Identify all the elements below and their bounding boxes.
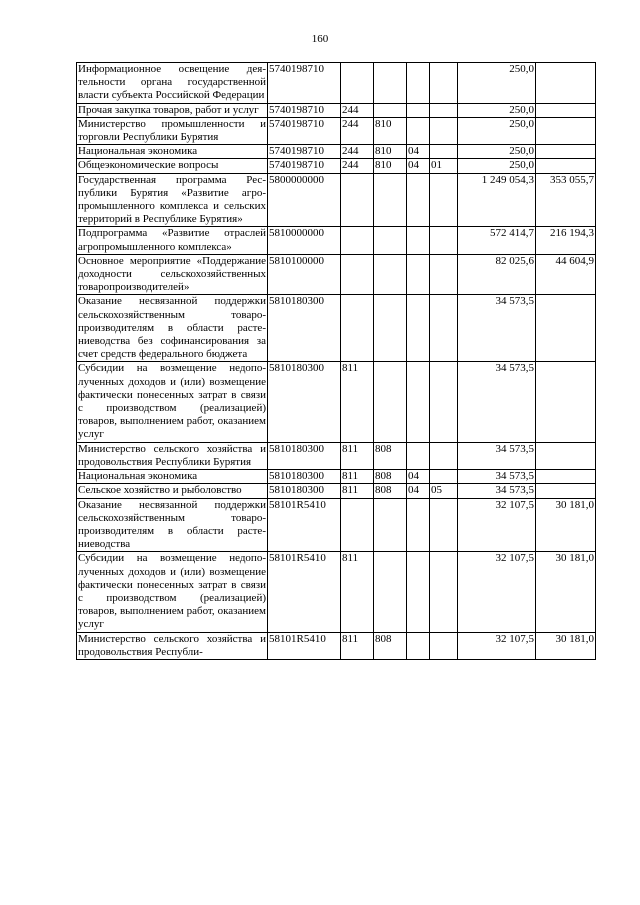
expense-type-cell: 811 xyxy=(341,632,374,659)
federal-amount-cell xyxy=(536,103,596,117)
section-cell xyxy=(407,632,430,659)
expense-type-cell xyxy=(341,227,374,254)
row-name-cell: Оказание несвязанной поддержки сельскохозяйственным товаропроизводителям в области растениеводства без софинансирования за счет средств федерального бюджета xyxy=(78,295,266,361)
federal-amount-cell xyxy=(536,295,596,362)
federal-amount-cell: 30 181,0 xyxy=(536,552,596,632)
target-code-cell: 5740198710 xyxy=(268,63,341,104)
ministry-code-cell xyxy=(374,63,407,104)
federal-amount-cell xyxy=(536,159,596,173)
subsection-cell xyxy=(430,632,458,659)
section-cell: 04 xyxy=(407,484,430,498)
amount-cell: 250,0 xyxy=(458,159,536,173)
expense-type-cell: 811 xyxy=(341,362,374,442)
row-name-cell: Оказание несвязанной поддержки сельскохозяйственным товаропроизводителям в области растениеводства xyxy=(78,498,266,551)
ministry-code-cell: 810 xyxy=(374,159,407,173)
table-row xyxy=(77,362,596,442)
target-code-cell: 5810180300 xyxy=(268,362,341,442)
federal-amount-cell xyxy=(536,117,596,144)
table-row xyxy=(77,484,596,498)
subsection-cell xyxy=(430,227,458,254)
amount-cell: 34 573,5 xyxy=(458,295,536,362)
row-name-cell: Субсидии на возмещение недополученных доходов и (или) возмещение фактически понесенных затрат в связи с производством (реализацией) товаров, выполнением работ, оказанием услуг xyxy=(78,362,266,441)
subsection-cell xyxy=(430,498,458,552)
ministry-code-cell: 810 xyxy=(374,117,407,144)
budget-table-body xyxy=(77,63,596,660)
subsection-cell xyxy=(430,117,458,144)
subsection-cell xyxy=(430,254,458,295)
table-row xyxy=(77,552,596,632)
amount-cell: 34 573,5 xyxy=(458,442,536,469)
target-code-cell: 5810180300 xyxy=(268,470,341,484)
section-cell xyxy=(407,552,430,632)
amount-cell: 82 025,6 xyxy=(458,254,536,295)
ministry-code-cell xyxy=(374,552,407,632)
ministry-code-cell xyxy=(374,362,407,442)
table-row xyxy=(77,295,596,362)
row-name-cell: Национальная экономика xyxy=(77,145,268,159)
row-name-cell: Сельское хозяйство и рыболовство xyxy=(77,484,268,498)
ministry-code-cell: 810 xyxy=(374,145,407,159)
section-cell xyxy=(407,103,430,117)
row-name-cell: Министерство сельского хозяйства и продовольствия Республики Бурятия xyxy=(78,442,266,468)
expense-type-cell: 244 xyxy=(341,159,374,173)
amount-cell: 32 107,5 xyxy=(458,552,536,632)
row-name-cell: Субсидии на возмещение недополученных доходов и (или) возмещение фактически понесенных затрат в связи с производством (реализацией) товаров, выполнением работ, оказанием услуг xyxy=(78,552,266,631)
row-name-cell: Подпрограмма «Развитие отраслей агропромышленного комплекса» xyxy=(78,227,266,253)
section-cell xyxy=(407,295,430,362)
target-code-cell: 58101R5410 xyxy=(268,632,341,659)
section-cell xyxy=(407,498,430,552)
ministry-code-cell: 808 xyxy=(374,470,407,484)
federal-amount-cell: 44 604,9 xyxy=(536,254,596,295)
subsection-cell: 05 xyxy=(430,484,458,498)
expense-type-cell: 244 xyxy=(341,117,374,144)
target-code-cell: 5810180300 xyxy=(268,295,341,362)
row-name-cell: Основное мероприятие «Поддержание доходности сельскохозяйственных товаропроизводителей» xyxy=(78,254,266,294)
row-name-cell: Министерство сельского хозяйства и продовольствия Республи- xyxy=(78,632,266,658)
amount-cell: 250,0 xyxy=(458,103,536,117)
target-code-cell: 58101R5410 xyxy=(268,552,341,632)
table-row xyxy=(77,103,596,117)
target-code-cell: 5810180300 xyxy=(268,442,341,469)
table-row xyxy=(77,254,596,295)
table-row xyxy=(77,145,596,159)
section-cell xyxy=(407,63,430,104)
section-cell: 04 xyxy=(407,470,430,484)
table-row xyxy=(77,442,596,469)
ministry-code-cell xyxy=(374,227,407,254)
federal-amount-cell xyxy=(536,145,596,159)
amount-cell: 32 107,5 xyxy=(458,498,536,552)
table-row xyxy=(77,63,596,104)
ministry-code-cell: 808 xyxy=(374,632,407,659)
expense-type-cell: 811 xyxy=(341,442,374,469)
subsection-cell xyxy=(430,63,458,104)
table-row xyxy=(77,117,596,144)
subsection-cell xyxy=(430,103,458,117)
subsection-cell xyxy=(430,552,458,632)
row-name-cell: Министерство промышленности и торговли Республики Бурятия xyxy=(78,117,266,144)
amount-cell: 250,0 xyxy=(458,145,536,159)
expense-type-cell: 244 xyxy=(341,103,374,117)
federal-amount-cell xyxy=(536,362,596,442)
table-row xyxy=(77,632,596,659)
federal-amount-cell: 30 181,0 xyxy=(536,632,596,659)
ministry-code-cell xyxy=(374,173,407,227)
table-row xyxy=(77,498,596,552)
subsection-cell xyxy=(430,362,458,442)
section-cell xyxy=(407,173,430,227)
ministry-code-cell xyxy=(374,254,407,295)
subsection-cell xyxy=(430,470,458,484)
target-code-cell: 5810000000 xyxy=(268,227,341,254)
amount-cell: 250,0 xyxy=(458,117,536,144)
section-cell xyxy=(407,254,430,295)
subsection-cell xyxy=(430,173,458,227)
amount-cell: 250,0 xyxy=(458,63,536,104)
table-row xyxy=(77,159,596,173)
subsection-cell xyxy=(430,145,458,159)
amount-cell: 32 107,5 xyxy=(458,632,536,659)
section-cell: 04 xyxy=(407,145,430,159)
amount-cell: 1 249 054,3 xyxy=(458,173,536,227)
amount-cell: 34 573,5 xyxy=(458,470,536,484)
subsection-cell: 01 xyxy=(430,159,458,173)
section-cell xyxy=(407,362,430,442)
table-row xyxy=(77,173,596,227)
federal-amount-cell xyxy=(536,442,596,469)
row-name-cell: Государственная программа Республики Бурятия «Развитие агропромышленного комплекса и сельских территорий в Республике Бурятия» xyxy=(78,173,266,226)
amount-cell: 34 573,5 xyxy=(458,362,536,442)
ministry-code-cell xyxy=(374,498,407,552)
row-name-cell: Прочая закупка товаров, работ и услуг xyxy=(77,103,268,117)
target-code-cell: 5740198710 xyxy=(268,159,341,173)
expense-type-cell xyxy=(341,63,374,104)
target-code-cell: 5740198710 xyxy=(268,103,341,117)
table-row xyxy=(77,227,596,254)
subsection-cell xyxy=(430,295,458,362)
expense-type-cell: 811 xyxy=(341,552,374,632)
expense-type-cell: 244 xyxy=(341,145,374,159)
row-name-cell: Информационное освещение деятельности органа государственной власти субъекта Российской Федерации xyxy=(78,63,266,102)
section-cell xyxy=(407,442,430,469)
federal-amount-cell: 353 055,7 xyxy=(536,173,596,227)
ministry-code-cell: 808 xyxy=(374,484,407,498)
ministry-code-cell: 808 xyxy=(374,442,407,469)
federal-amount-cell xyxy=(536,63,596,104)
target-code-cell: 5740198710 xyxy=(268,117,341,144)
expense-type-cell xyxy=(341,295,374,362)
ministry-code-cell xyxy=(374,103,407,117)
subsection-cell xyxy=(430,442,458,469)
expense-type-cell xyxy=(341,173,374,227)
target-code-cell: 5810100000 xyxy=(268,254,341,295)
expense-type-cell: 811 xyxy=(341,484,374,498)
amount-cell: 572 414,7 xyxy=(458,227,536,254)
target-code-cell: 58101R5410 xyxy=(268,498,341,552)
expense-type-cell: 811 xyxy=(341,470,374,484)
expense-type-cell xyxy=(341,254,374,295)
section-cell xyxy=(407,117,430,144)
row-name-cell: Общеэкономические вопросы xyxy=(77,159,268,173)
expense-type-cell xyxy=(341,498,374,552)
page-number: 160 xyxy=(311,33,329,45)
section-cell xyxy=(407,227,430,254)
federal-amount-cell xyxy=(536,484,596,498)
target-code-cell: 5800000000 xyxy=(268,173,341,227)
target-code-cell: 5810180300 xyxy=(268,484,341,498)
table-row xyxy=(77,470,596,484)
budget-table xyxy=(76,62,596,660)
federal-amount-cell xyxy=(536,470,596,484)
row-name-cell: Национальная экономика xyxy=(77,470,268,484)
section-cell: 04 xyxy=(407,159,430,173)
target-code-cell: 5740198710 xyxy=(268,145,341,159)
ministry-code-cell xyxy=(374,295,407,362)
federal-amount-cell: 216 194,3 xyxy=(536,227,596,254)
federal-amount-cell: 30 181,0 xyxy=(536,498,596,552)
amount-cell: 34 573,5 xyxy=(458,484,536,498)
